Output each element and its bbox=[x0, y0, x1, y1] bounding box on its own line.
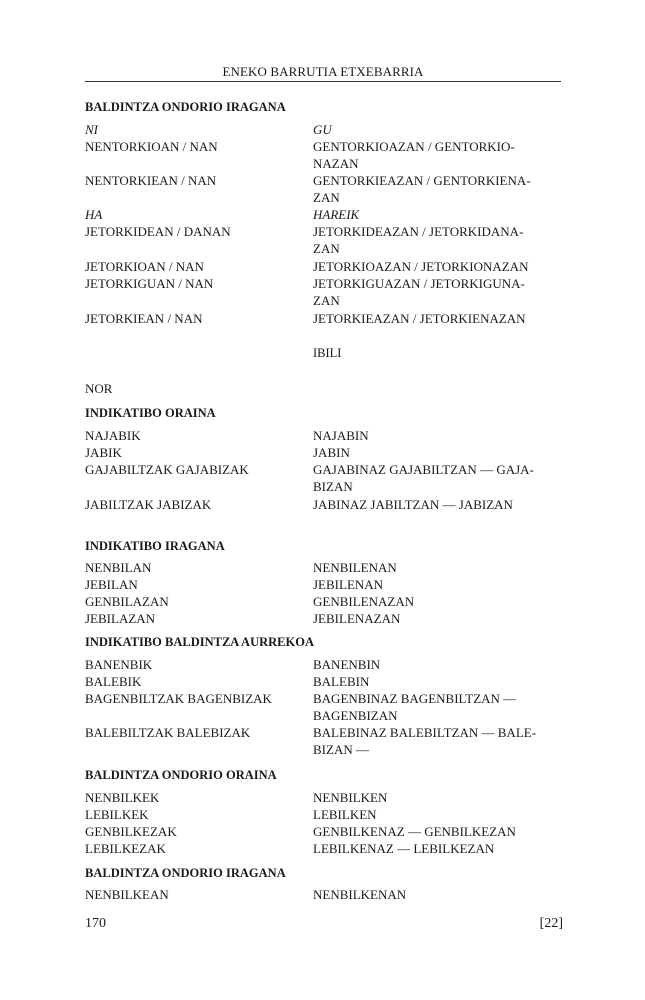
running-head: ENEKO BARRUTIA ETXEBARRIA bbox=[222, 64, 424, 79]
form-right-cont: BIZAN bbox=[313, 479, 353, 494]
nor-label: NOR bbox=[85, 381, 113, 396]
form-left: JETORKIDEAN / DANAN bbox=[85, 224, 231, 239]
form-left: LEBILKEZAK bbox=[85, 841, 166, 856]
form-right-cont: BAGENBIZAN bbox=[313, 708, 398, 723]
form-right: GENTORKIEAZAN / GENTORKIENA- bbox=[313, 173, 531, 188]
verb-title: IBILI bbox=[313, 346, 342, 360]
header-rule bbox=[85, 81, 561, 82]
form-right: JETORKIDEAZAN / JETORKIDANA- bbox=[313, 224, 524, 239]
form-right-cont: ZAN bbox=[313, 293, 340, 308]
section-heading: INDIKATIBO ORAINA bbox=[85, 406, 216, 420]
form-right: GENBILENAZAN bbox=[313, 594, 415, 609]
form-left: NENBILKEK bbox=[85, 790, 160, 805]
bracket-number: [22] bbox=[539, 916, 563, 931]
form-left: JEBILAN bbox=[85, 577, 138, 592]
form-right: LEBILKENAZ — LEBILKEZAN bbox=[313, 841, 495, 856]
form-right: JEBILENAN bbox=[313, 577, 384, 592]
form-left: JETORKIOAN / NAN bbox=[85, 259, 204, 274]
form-right-cont: BIZAN — bbox=[313, 742, 369, 757]
form-left: JETORKIEAN / NAN bbox=[85, 311, 203, 326]
form-right: JEBILENAZAN bbox=[313, 611, 401, 626]
form-right: JETORKIEAZAN / JETORKIENAZAN bbox=[313, 311, 526, 326]
form-left: GENBILAZAN bbox=[85, 594, 169, 609]
form-left: NENTORKIEAN / NAN bbox=[85, 173, 217, 188]
form-right-cont: ZAN bbox=[313, 190, 340, 205]
form-right-cont: NAZAN bbox=[313, 156, 359, 171]
form-left: BANENBIK bbox=[85, 657, 153, 672]
form-right: BALEBIN bbox=[313, 674, 370, 689]
form-left: JABILTZAK JABIZAK bbox=[85, 497, 212, 512]
form-right: NENBILENAN bbox=[313, 560, 397, 575]
section-heading: BALDINTZA ONDORIO IRAGANA bbox=[85, 866, 286, 880]
person-label-ha: HA bbox=[85, 207, 103, 222]
form-left: LEBILKEK bbox=[85, 807, 149, 822]
form-left: GAJABILTZAK GAJABIZAK bbox=[85, 462, 249, 477]
form-right: NENBILKENAN bbox=[313, 887, 407, 902]
form-left: NENTORKIOAN / NAN bbox=[85, 139, 218, 154]
form-right: JABIN bbox=[313, 445, 350, 460]
form-right: JETORKIOAZAN / JETORKIONAZAN bbox=[313, 259, 529, 274]
form-right: GENBILKENAZ — GENBILKEZAN bbox=[313, 824, 516, 839]
form-left: BALEBIK bbox=[85, 674, 142, 689]
form-right: NENBILKEN bbox=[313, 790, 388, 805]
person-label-hareik: HAREIK bbox=[313, 207, 360, 222]
form-left: NENBILKEAN bbox=[85, 887, 169, 902]
page-number: 170 bbox=[85, 916, 106, 931]
section-heading: BALDINTZA ONDORIO IRAGANA bbox=[85, 100, 286, 114]
form-right-cont: ZAN bbox=[313, 241, 340, 256]
form-right: NAJABIN bbox=[313, 428, 369, 443]
form-right: BANENBIN bbox=[313, 657, 381, 672]
form-left: NAJABIK bbox=[85, 428, 141, 443]
section-heading: INDIKATIBO BALDINTZA AURREKOA bbox=[85, 635, 314, 649]
form-right: LEBILKEN bbox=[313, 807, 377, 822]
form-right: BAGENBINAZ BAGENBILTZAN — bbox=[313, 691, 517, 706]
form-left: NENBILAN bbox=[85, 560, 152, 575]
form-right: GENTORKIOAZAN / GENTORKIO- bbox=[313, 139, 515, 154]
form-left: GENBILKEZAK bbox=[85, 824, 177, 839]
form-right: JABINAZ JABILTZAN — JABIZAN bbox=[313, 497, 513, 512]
person-label-gu: GU bbox=[313, 122, 332, 137]
person-label-ni: NI bbox=[85, 122, 98, 137]
form-right: BALEBINAZ BALEBILTZAN — BALE- bbox=[313, 725, 537, 740]
form-left: BAGENBILTZAK BAGENBIZAK bbox=[85, 691, 272, 706]
section-heading: BALDINTZA ONDORIO ORAINA bbox=[85, 768, 277, 782]
form-left: JABIK bbox=[85, 445, 122, 460]
form-right: JETORKIGUAZAN / JETORKIGUNA- bbox=[313, 276, 525, 291]
form-right: GAJABINAZ GAJABILTZAN — GAJA- bbox=[313, 462, 534, 477]
form-left: JEBILAZAN bbox=[85, 611, 156, 626]
form-left: BALEBILTZAK BALEBIZAK bbox=[85, 725, 251, 740]
form-left: JETORKIGUAN / NAN bbox=[85, 276, 214, 291]
section-heading: INDIKATIBO IRAGANA bbox=[85, 539, 225, 553]
